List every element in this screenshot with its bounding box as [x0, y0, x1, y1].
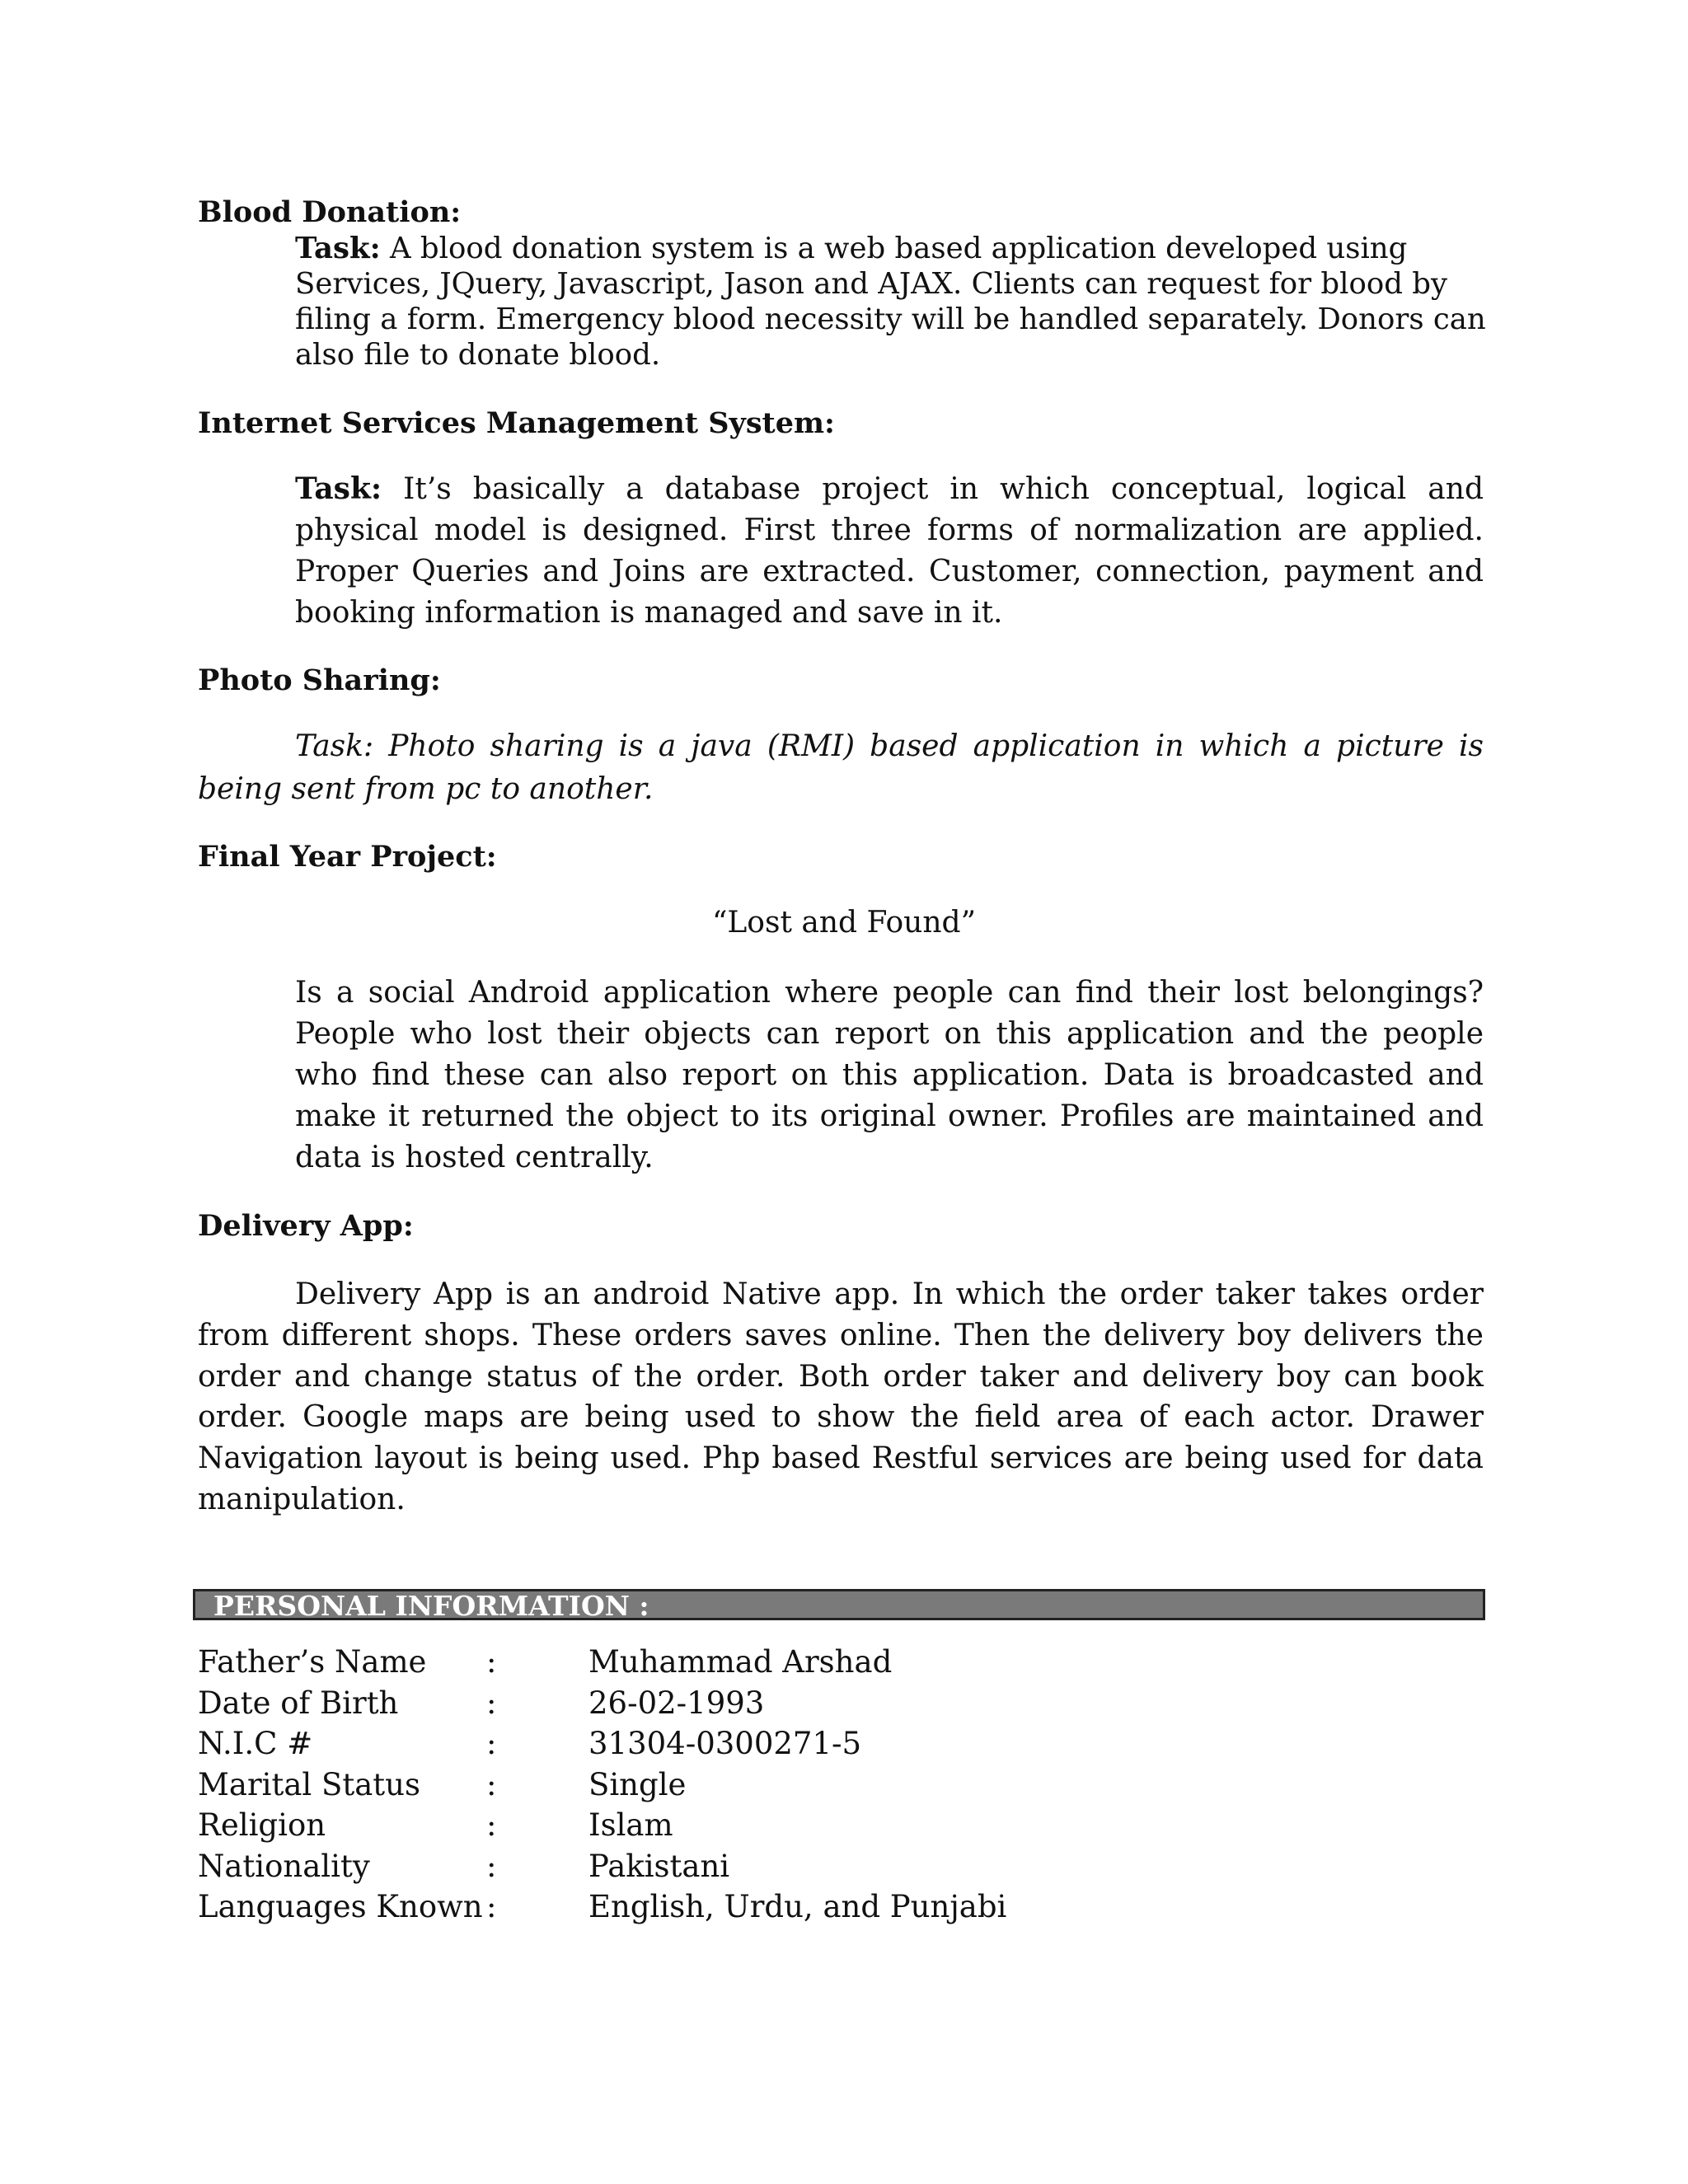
- personal-information-header-bar: [193, 1589, 1485, 1620]
- info-value: Pakistani: [588, 1848, 730, 1884]
- info-value: Islam: [588, 1807, 673, 1844]
- info-separator: :: [486, 1726, 497, 1762]
- task-label: Task:: [295, 471, 382, 506]
- project-subtitle-lost-and-found: “Lost and Found”: [711, 906, 976, 940]
- info-separator: :: [486, 1807, 497, 1844]
- project-description-internet-services: [295, 468, 1484, 634]
- table-row: [198, 1723, 1006, 1765]
- project-title-photo-sharing: Photo Sharing:: [198, 663, 441, 697]
- info-label: Religion: [198, 1807, 326, 1844]
- info-value: 26-02-1993: [588, 1685, 765, 1721]
- task-label: Task:: [295, 232, 381, 265]
- project-description-blood-donation: [295, 231, 1486, 373]
- table-row: [198, 1765, 1006, 1806]
- personal-information-table: [198, 1642, 1006, 1928]
- project-title-final-year: Final Year Project:: [198, 840, 497, 874]
- info-value: 31304-0300271-5: [588, 1726, 862, 1762]
- table-row: [198, 1805, 1006, 1846]
- project-description-photo-sharing: Task: Photo sharing is a java (RMI) based application in which a picture is being sent from pc to another.: [198, 729, 1484, 806]
- info-label: Nationality: [198, 1848, 370, 1884]
- info-separator: :: [486, 1685, 497, 1721]
- project-title-delivery-app: Delivery App:: [198, 1209, 414, 1243]
- project-title-blood-donation: Blood Donation:: [198, 195, 462, 229]
- info-label: Date of Birth: [198, 1685, 399, 1721]
- info-separator: :: [486, 1644, 497, 1680]
- description-line: also file to donate blood.: [295, 338, 661, 372]
- info-value: Muhammad Arshad: [588, 1644, 893, 1680]
- description-text: It’s basically a database project in which conceptual, logical and physical model is designed. First three forms of normalization are applied. Proper Queries and Joins are extracted. Customer, connection, payment and booking information is managed and save in it.: [295, 472, 1484, 630]
- info-value: Single: [588, 1766, 687, 1802]
- personal-information-header: PERSONAL INFORMATION :: [213, 1590, 649, 1622]
- info-label: N.I.C #: [198, 1726, 313, 1762]
- description-line: Services, JQuery, Javascript, Jason and AJAX. Clients can request for blood by: [295, 267, 1448, 301]
- info-label: Marital Status: [198, 1766, 420, 1802]
- info-value: English, Urdu, and Punjabi: [588, 1889, 1007, 1925]
- project-description-final-year: Is a social Android application where people can find their lost belongings? People who lost their objects can report on this application and the people who find these can also report on this application. Data is broadcasted and make it returned the object to its original owner. Profiles are maintained and data is hosted centrally.: [295, 976, 1484, 1174]
- info-label: Languages Known: [198, 1889, 483, 1925]
- info-separator: :: [486, 1889, 497, 1925]
- table-row: [198, 1846, 1006, 1887]
- info-separator: :: [486, 1766, 497, 1802]
- table-row: [198, 1886, 1006, 1928]
- table-row: [198, 1683, 1006, 1724]
- project-title-internet-services: Internet Services Management System:: [198, 406, 835, 440]
- project-description-delivery-app: Delivery App is an android Native app. In which the order taker takes order from different shops. These orders saves online. Then the delivery boy delivers the order and change status of the order. Both order taker and delivery boy can book order. Google maps are being used to show the field area of each actor. Drawer Navigation layout is being used. Php based Restful services are being used for data manipulation.: [198, 1277, 1484, 1516]
- table-row: [198, 1642, 1006, 1683]
- description-line: filing a form. Emergency blood necessity will be handled separately. Donors can: [295, 302, 1486, 336]
- info-separator: :: [486, 1848, 497, 1884]
- info-label: Father’s Name: [198, 1644, 427, 1680]
- description-line: A blood donation system is a web based application developed using: [390, 232, 1408, 265]
